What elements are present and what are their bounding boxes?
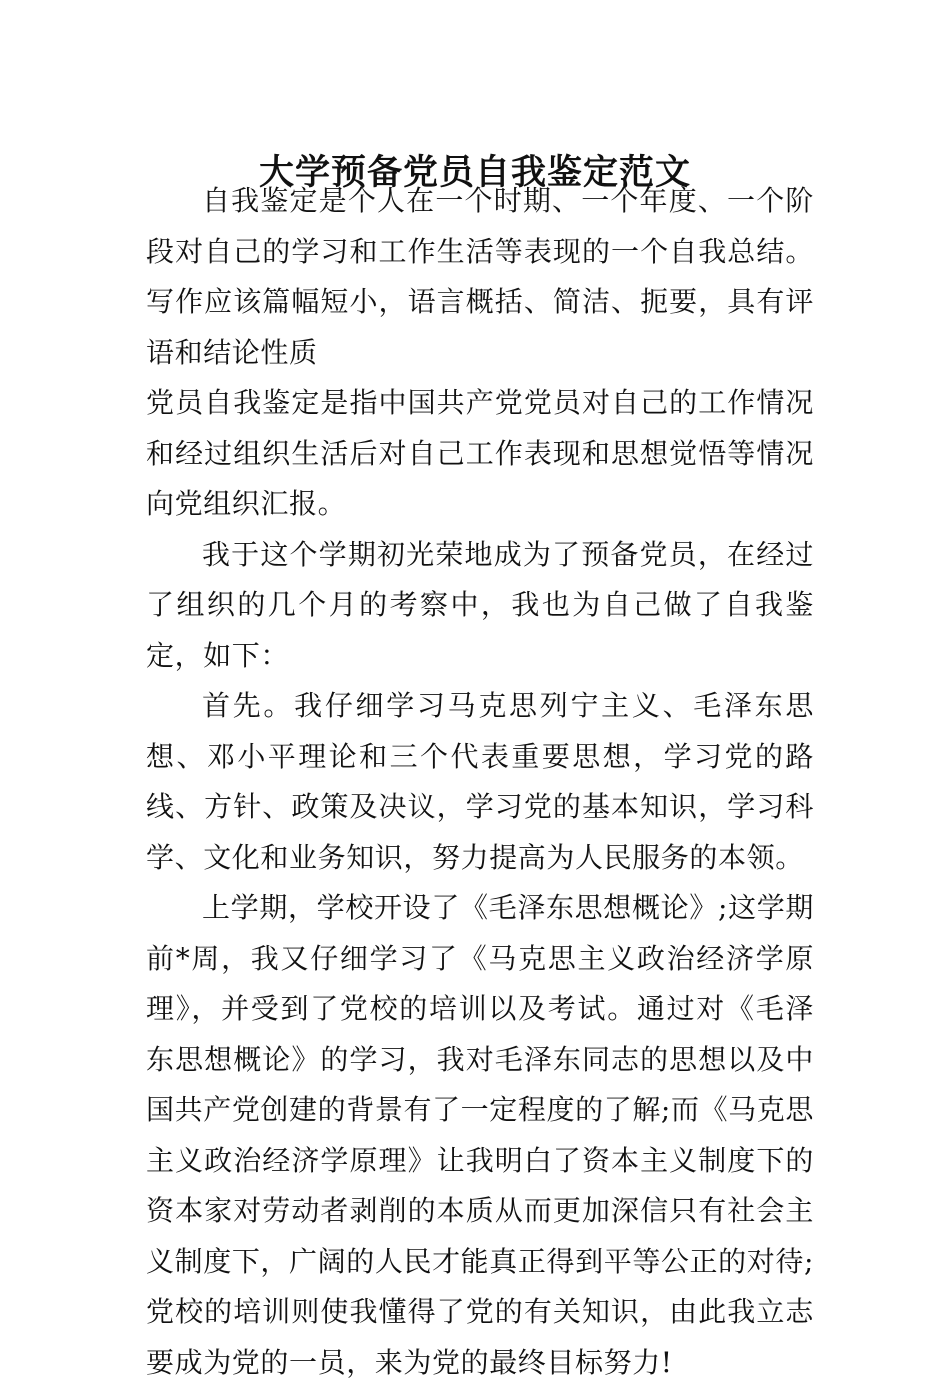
paragraph-definition: 党员自我鉴定是指中国共产党党员对自己的工作情况和经过组织生活后对自己工作表现和思想觉悟等情况向党组织汇报。 — [146, 386, 814, 520]
document-title: 大学预备党员自我鉴定范文 — [258, 153, 691, 194]
paragraph-study: 上学期，学校开设了《毛泽东思想概论》;这学期前*周，我又仔细学习了《马克思主义政治经济学原理》，并受到了党校的培训以及考试。通过对《毛泽东思想概论》的学习，我对毛泽东同志的思想以及中国共产党创建的背景有了一定程度的了解;而《马克思主义政治经济学原理》让我明白了资本主义制度下的资本家对劳动者剥削的本质从而更加深信只有社会主义制度下，广阔的人民才能真正得到平等公正的对待;党校的培训则使我懂得了党的有关知识，由此我立志要成为党的一员，来为党的最终目标努力! — [146, 891, 814, 1379]
paragraph-opening: 我于这个学期初光荣地成为了预备党员，在经过了组织的几个月的考察中，我也为自己做了自我鉴定，如下： — [146, 537, 814, 672]
document-body — [146, 176, 814, 1388]
paragraph-first-point: 首先。我仔细学习马克思列宁主义、毛泽东思想、邓小平理论和三个代表重要思想，学习党的路线、方针、政策及决议，学习党的基本知识，学习科学、文化和业务知识，努力提高为人民服务的本领。 — [146, 689, 814, 874]
paragraph-intro: 自我鉴定是个人在一个时期、一个年度、一个阶段对自己的学习和工作生活等表现的一个自我总结。写作应该篇幅短小，语言概括、简洁、扼要，具有评语和结论性质 — [146, 184, 814, 369]
